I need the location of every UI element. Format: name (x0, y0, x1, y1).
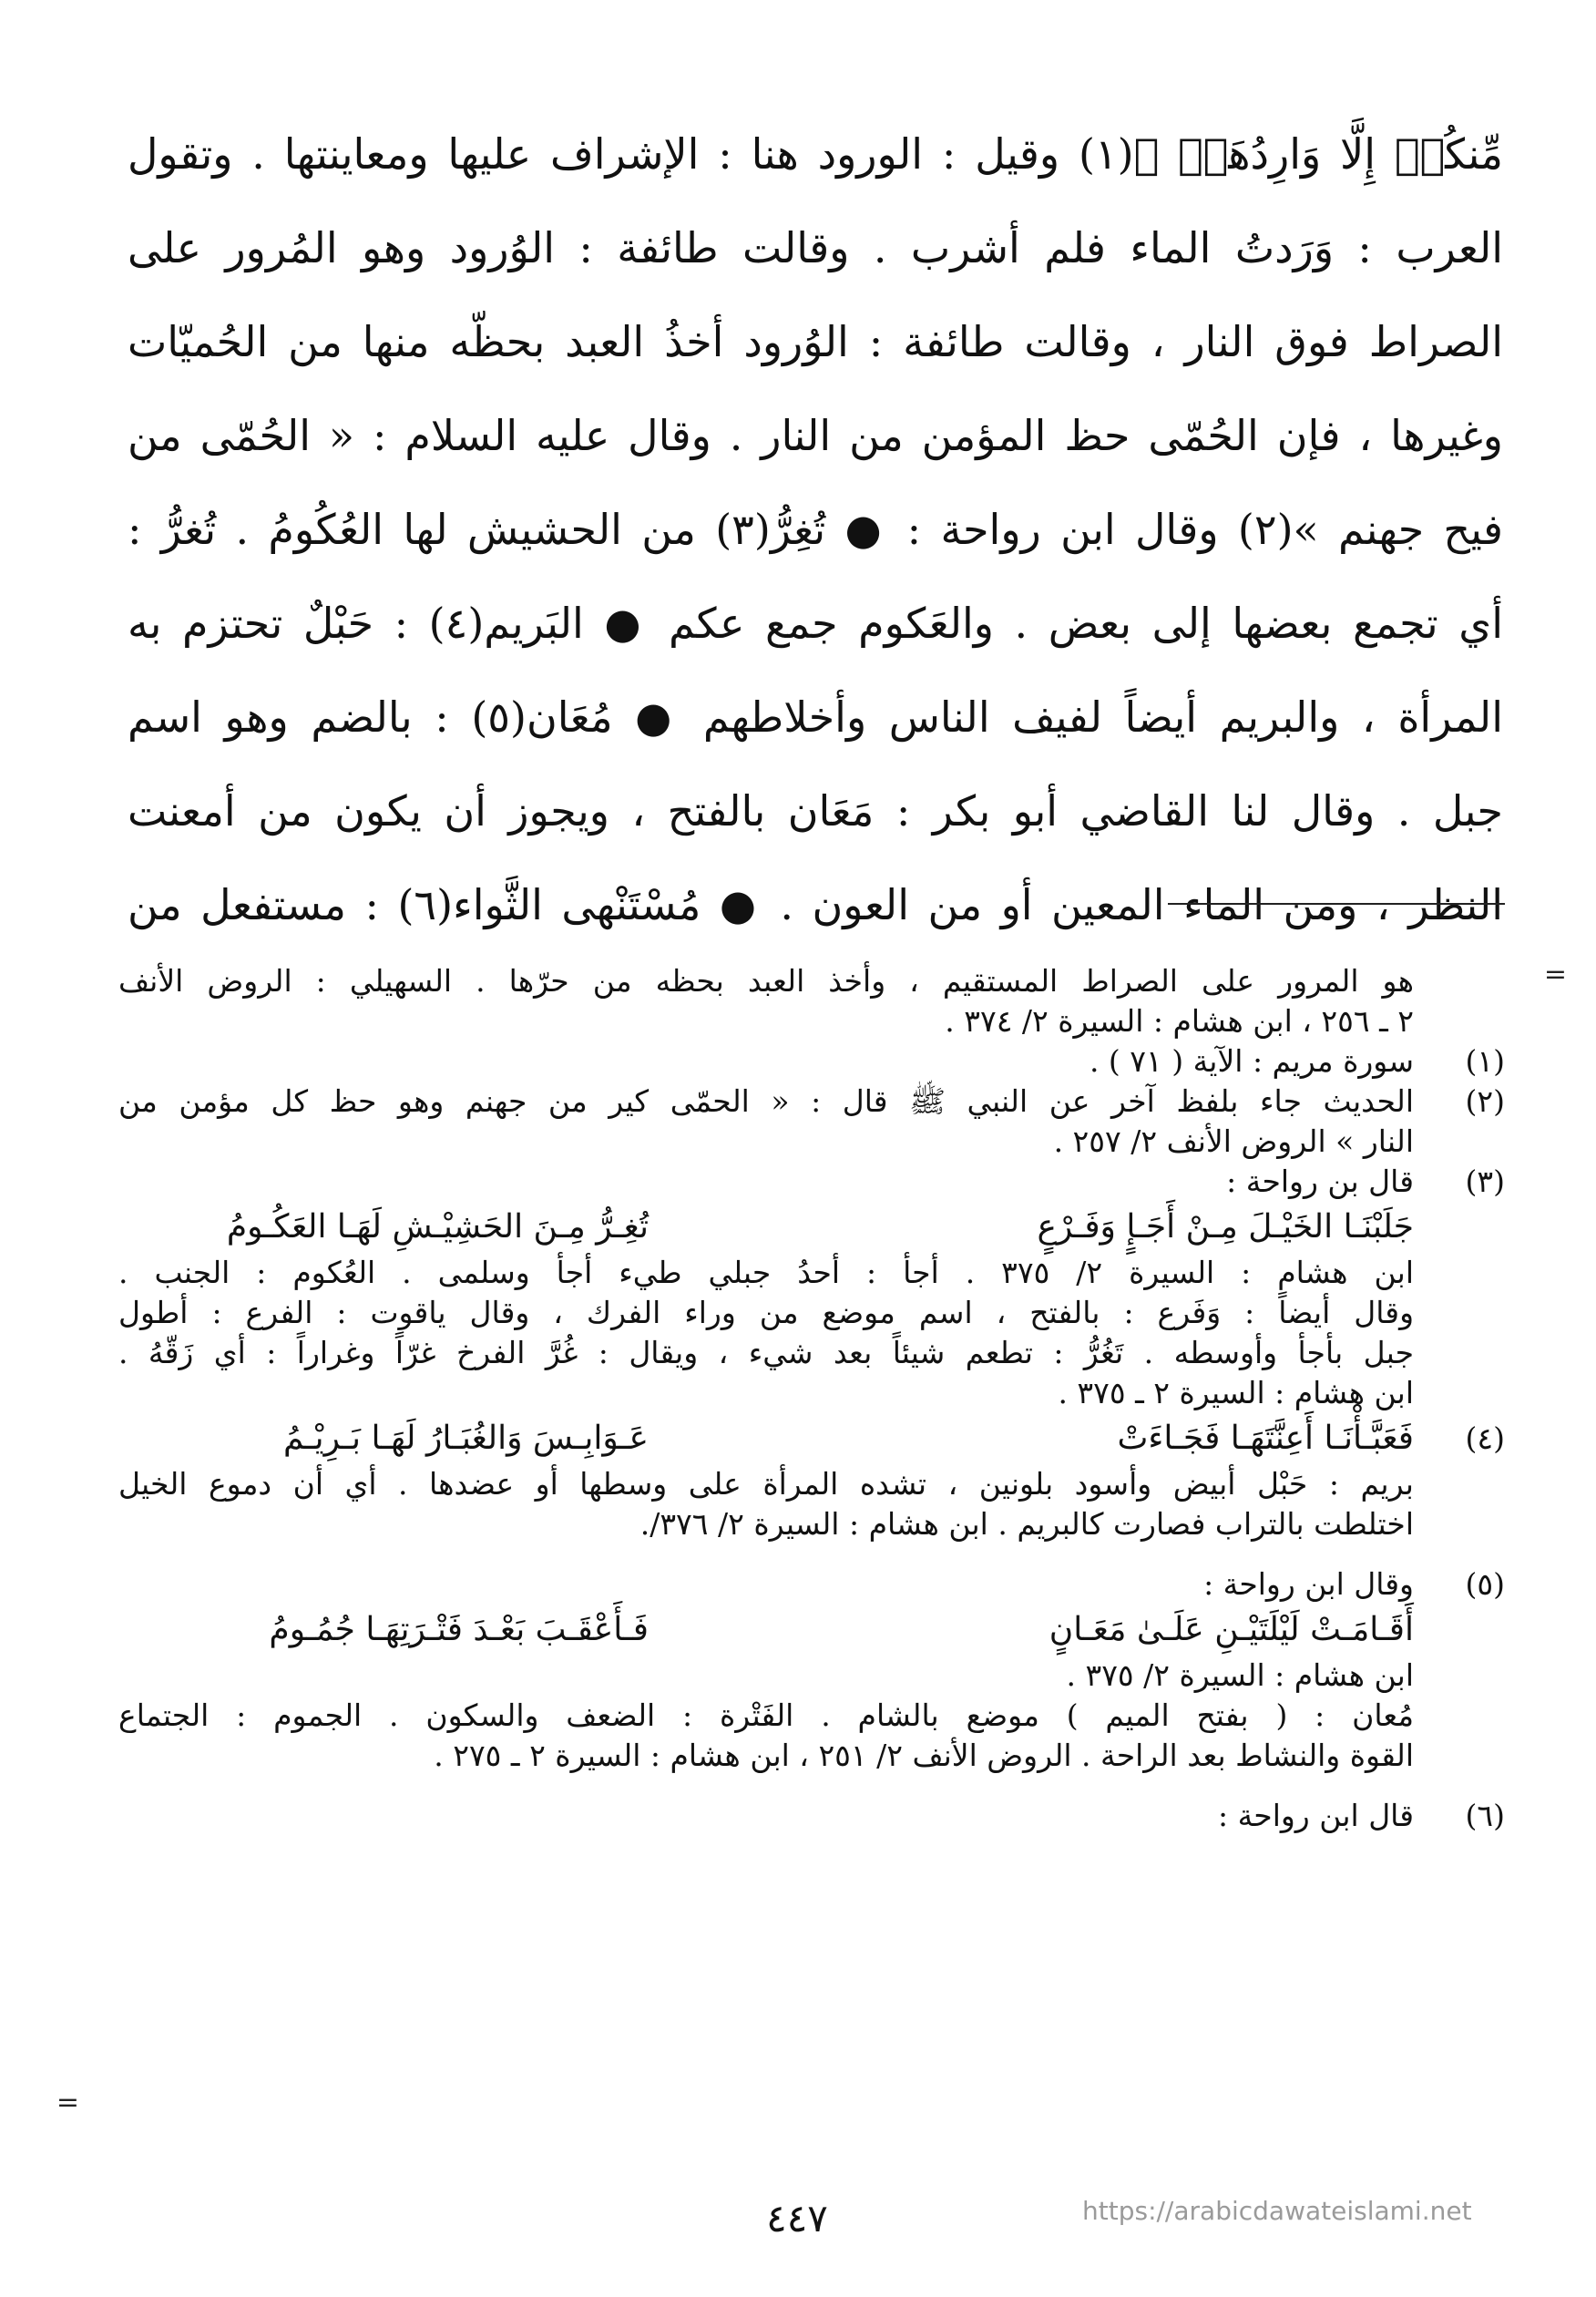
main-text-line: العرب : وَرَدتُ الماء فلم أشرب . وقالت طائفة : الوُرود وهو المُرور على (128, 223, 1503, 272)
footnote-2-line (118, 1122, 1505, 1162)
main-text-line: وغيرها ، فإن الحُمّى حظ المؤمن من النار . وقال عليه السلام : « الحُمّى من (128, 411, 1503, 460)
footnote-3-line (118, 1373, 1505, 1413)
footnote-text: ٢ ـ ٢٥٦ ، ابن هشام : السيرة ٢/ ٣٧٤ . (945, 1003, 1414, 1039)
footnote-number: (٢) (1465, 1083, 1505, 1119)
footnote-text: قال بن رواحة : (1226, 1164, 1414, 1199)
footnote-text: سورة مريم : الآية ( ٧١ ) . (1089, 1043, 1414, 1079)
footnote-5 (118, 1564, 1505, 1605)
footnote-text: الحديث جاء بلفظ آخر عن النبي ﷺ قال : « الحمّى كير من جهنم وهو حظ كل مؤمن من (118, 1083, 1414, 1119)
footnote-text: ابن هشام : السيرة ٢ ـ ٣٧٥ . (1058, 1375, 1414, 1410)
footnote-3-line (118, 1253, 1505, 1293)
verse-hemistich-first: جَلَبْنَـا الخَيْـلَ مِـنْ أَجَـإٍ وَفَـرْعٍ (1037, 1208, 1414, 1246)
footnote-5-line (118, 1696, 1505, 1736)
footnote-number: (٣) (1465, 1164, 1505, 1199)
footnote-text: هو المرور على الصراط المستقيم ، وأخذ العبد بحظه من حرّها . السهيلي : الروض الأنف (118, 963, 1414, 999)
footnote-5-line (118, 1656, 1505, 1696)
footnote-1 (118, 1041, 1505, 1082)
footnote-text: وقال أيضاً : وَفَرع : بالفتح ، اسم موضع من وراء الفرك ، وقال ياقوت : الفرع : أطول (118, 1295, 1414, 1330)
main-text-line: مِّنكُمۡ إِلَّا وَارِدُهَاۚ ﴾(١) وقيل : الورود هنا : الإشراف عليها ومعاينتها . وتقول (128, 129, 1503, 179)
footnote-number: (١) (1465, 1043, 1505, 1079)
footnote-4 (118, 1413, 1505, 1464)
footnote-number: (٥) (1465, 1566, 1505, 1602)
main-text-line: فيح جهنم »(٢) وقال ابن رواحة : ● تُغِرُّ(٣) من الحشيش لها العُكُومُ . تُغرُّ : (128, 505, 1503, 554)
footnote-continuation (118, 1001, 1505, 1041)
poem-verse (118, 1202, 1505, 1253)
footnote-text: اختلطت بالتراب فصارت كالبريم . ابن هشام : السيرة ٢/ ٣٧٦/. (639, 1506, 1414, 1542)
main-text-block (128, 108, 1503, 952)
continued-mark: = (56, 2087, 79, 2118)
continuation-mark: = (1543, 959, 1567, 990)
verse-hemistich-first: أَقَـامَـتْ لَيْلَتَيْـنِ عَلَـىٰ مَعَـانٍ (1049, 1611, 1414, 1648)
verse-hemistich-second: عَـوَابِـسَ وَالغُبَـارُ لَهَـا بَـرِيْـمُ (283, 1420, 649, 1457)
footnote-separator (1168, 903, 1505, 905)
footnote-4-line (118, 1504, 1505, 1544)
footnote-number: (٦) (1465, 1798, 1505, 1833)
footnote-text: ابن هشام : السيرة ٢/ ٣٧٥ . (1066, 1657, 1414, 1693)
footnote-text: بريم : حَبْل أبيض وأسود بلونين ، تشده المرأة على وسطها أو عضدها . أي أن دموع الخيل (118, 1466, 1414, 1502)
watermark-url: https://arabicdawateislami.net (1082, 2196, 1472, 2226)
footnote-text: قال ابن رواحة : (1218, 1798, 1414, 1833)
poem-verse (118, 1605, 1505, 1656)
footnote-3-line (118, 1293, 1505, 1333)
main-text-line: جبل . وقال لنا القاضي أبو بكر : مَعَان بالفتح ، ويجوز أن يكون من أمعنت (128, 786, 1503, 836)
footnote-text: مُعان : ( بفتح الميم ) موضع بالشام . الفَتْرة : الضعف والسكون . الجموم : الجتماع (118, 1697, 1414, 1733)
verse-hemistich-second: فَـأَعْقَـبَ بَعْـدَ فَتْـرَتِهَـا جُمُـومُ (269, 1611, 649, 1648)
footnote-3 (118, 1162, 1505, 1202)
main-text-line: المرأة ، والبريم أيضاً لفيف الناس وأخلاطهم ● مُعَان(٥) : بالضم وهو اسم (128, 692, 1503, 742)
footnote-number: (٤) (1465, 1420, 1505, 1456)
footnote-text: جبل بأجأ وأوسطه . تَغُرُّ : تطعم شيئاً بعد شيء ، ويقال : غُرَّ الفرخ غرّاً وغراراً : أي زَقّهُ . (118, 1335, 1414, 1370)
footnote-text: النار » الروض الأنف ٢/ ٢٥٧ . (1053, 1123, 1414, 1159)
main-text-line: النظر ، ومن الماء المعين أو من العون . ● مُسْتَنْهى الثَّواء(٦) : مستفعل من (128, 880, 1503, 929)
page-number: ٤٤٧ (766, 2196, 828, 2241)
footnote-text: وقال ابن رواحة : (1203, 1566, 1414, 1602)
verse-hemistich-second: تُغِـرُّ مِـنَ الحَشِيْـشِ لَهَـا العَكُـومُ (226, 1208, 649, 1246)
footnote-text: القوة والنشاط بعد الراحة . الروض الأنف ٢/ ٢٥١ ، ابن هشام : السيرة ٢ ـ ٢٧٥ . (434, 1738, 1414, 1773)
footnote-continuation (118, 961, 1505, 1001)
footnotes (118, 961, 1505, 1836)
main-text-line: أي تجمع بعضها إلى بعض . والعَكوم جمع عكم ● البَريم(٤) : حَبْلٌ تحتزم به (128, 599, 1503, 648)
footnote-text: ابن هشام : السيرة ٢/ ٣٧٥ . أجأ : أحدُ جبلي طيء أجأ وسلمى . العُكوم : الجنب . (118, 1255, 1414, 1290)
footnote-5-line (118, 1736, 1505, 1776)
footnote-3-line (118, 1333, 1505, 1373)
footnote-4-line (118, 1464, 1505, 1504)
footnote-2 (118, 1082, 1505, 1122)
main-text-line: الصراط فوق النار ، وقالت طائفة : الوُرود أخذُ العبد بحظّه منها من الحُميّات (128, 317, 1503, 366)
footnote-6 (118, 1796, 1505, 1836)
verse-hemistich-first: فَعَبَّـأْنَـا أَعِنَّتَهَـا فَجَـاءَتْ (1117, 1420, 1414, 1457)
